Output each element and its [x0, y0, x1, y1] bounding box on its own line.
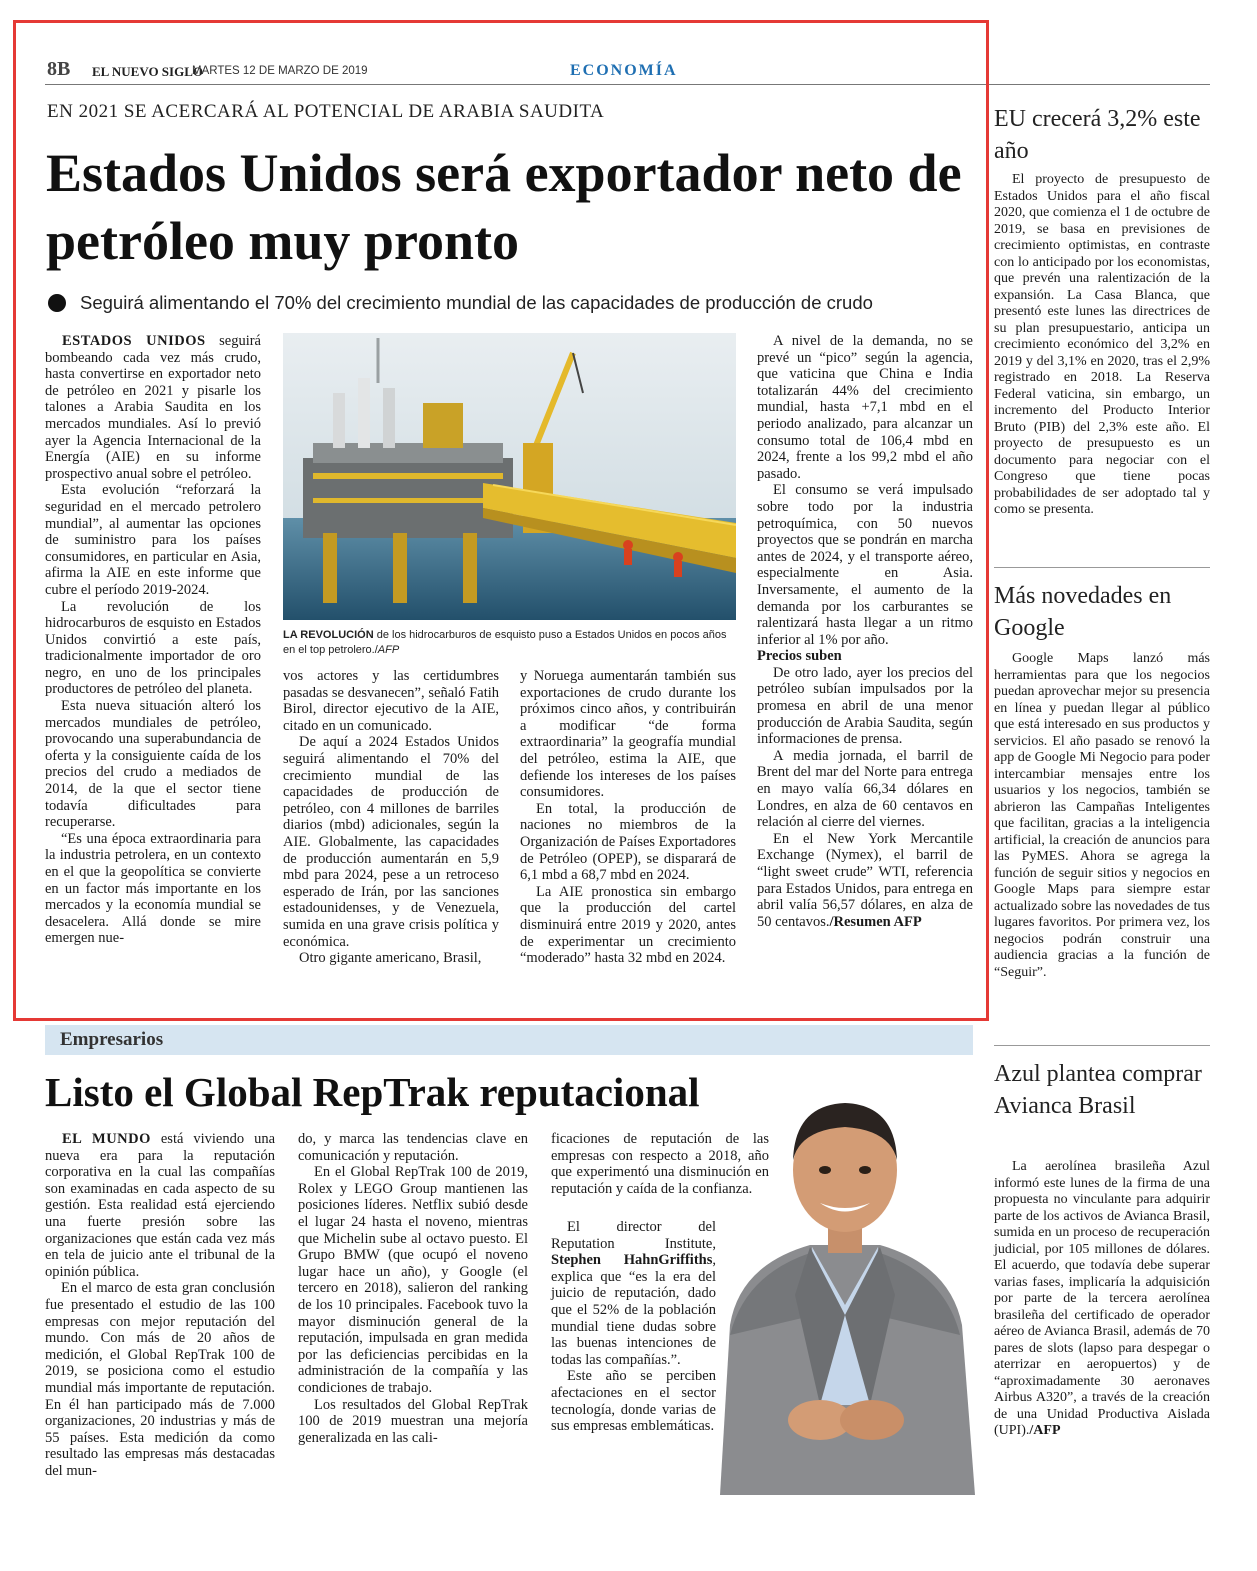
section-name: ECONOMÍA: [570, 62, 678, 79]
paragraph: A media jornada, el barril de Brent del mar del Norte para entrega en mayo valía 66,34 dólares en Londres, en alza de 60 centavos en relación al cierre del viernes.: [757, 747, 973, 831]
article-kicker: EN 2021 SE ACERCARÁ AL POTENCIAL DE ARABIA SAUDITA: [47, 101, 605, 122]
article2-column-1: [45, 1131, 275, 1479]
paragraph: [994, 1159, 1210, 1440]
portrait-illustration: [700, 1075, 990, 1495]
article-subhead: Seguirá alimentando el 70% del crecimiento mundial de las capacidades de producción de crudo: [80, 292, 873, 313]
paragraph-text: seguirá bombeando cada vez más crudo, hasta convertirse en exportador neto de petróleo en 2021 y pisarle los talones a Arabia Saudita en los mercados mundiales. Así lo previó ayer la Agencia Internacional de la Energía (AIE) en su informe prospectivo anual sobre el petróleo.: [45, 333, 261, 482]
article-signoff: /Resumen AFP: [829, 913, 922, 930]
paragraph: El consumo se verá impulsado sobre todo por la industria petroquímica, con 50 nuevos proyectos que se pondrán en marcha antes de 2024, y el transporte aéreo, especialmente en Asia. Inversamente, el aumento de la demanda por los carburantes se ralentizará hasta llegar a un ritmo inferior al 1% por año.: [757, 482, 973, 648]
sidebar-headline-1: EU crecerá 3,2% este año: [994, 106, 1201, 164]
person-name: Stephen HahnGriffiths: [551, 1252, 713, 1269]
paragraph: El proyecto de presupuesto de Estados Unidos para el año fiscal 2020, que comienza el 1 de octubre de 2019, se basa en previsiones de crecimiento optimistas, en contraste con lo anticipado por los economistas, que prevén una ralentización de la expansión. La Casa Blanca, que presentó este lunes las directrices de su plan presupuestario, anticipa un crecimiento económico del 3,2% en 2019 y del 3,1% en 2020, tras el 2,9% registrado en 2018. La Reserva Federal vaticina, sin embargo, un incremento del Producto Interior Bruto (PIB) del 2,3% este año. El proyecto de presupuesto es un documento para negociar con el Congreso que tiene pocas probabilidades de ser adoptado tal y como se presenta.: [994, 172, 1210, 517]
paragraph-text: En el New York Mercantile Exchange (Nymex), el barril de “light sweet crude” WTI, referencia para Estados Unidos, para entrega en abril valía 56,57 dólares, en alza de 50 centavos.: [757, 830, 973, 930]
paragraph: Los resultados del Global RepTrak 100 de 2019 muestran una mejoría generalizada en las cali-: [298, 1396, 528, 1446]
paragraph: vos actores y las certidumbres pasadas se desvanecen”, señaló Fatih Birol, director ejecutivo de la AIE, citado en un comunicado.: [283, 668, 499, 734]
paragraph: [551, 1219, 716, 1368]
sidebar-text-2: [994, 651, 1210, 981]
paragraph: La AIE pronostica sin embargo que la producción del cartel disminuirá entre 2019 y 2020, antes de experimentar un crecimiento “moderado” hasta 32 mbd en 2024.: [520, 883, 736, 967]
paragraph: Google Maps lanzó más herramientas para que los negocios puedan aprovechar mejor su presencia en línea y puedan llegar al público que está interesado en sus productos y servicios. El año pasado se renovó la app de Google Mi Negocio para poder intercambiar mensajes entre los usuarios y los negocios, también se abrieron las Campañas Inteligentes que facilitan, gracias a la inteligencia artificial, la creación de anuncios para las PyMES. Ahora se agrega la función de seguir sitios y negocios en Google Maps para siempre estar actualizado sobre las novedades de tus lugares favoritos. Por primera vez, los negocios podrán construir una audiencia gracias a la función de “Seguir”.: [994, 651, 1210, 980]
paragraph-text: , explica que “es la era del juicio de reputación, dado que el 52% de la población mundial tiene dudas sobre las buenas intenciones de todas las compañías.”.: [551, 1252, 716, 1368]
sidebar-text-1: [994, 172, 1210, 519]
paragraph: De otro lado, ayer los precios del petróleo subían impulsados por la promesa en abril de una menor producción de Arabia Saudita, según informaciones de prensa.: [757, 664, 973, 748]
section-subtitle: Precios suben: [757, 648, 842, 665]
paragraph: En el marco de esta gran conclusión fue presentado el estudio de las 100 empresas con mejor reputación del mundo. Con más de 20 años de medición, el Global RepTrak 100 de 2019, se posiciona como el estudio mundial más importante de reputación. En él han participado más de 7.000 organizaciones, 20 industrias y más de 55 países. Esta medición da como resultado las empresas más destacadas del mun-: [45, 1280, 275, 1479]
issue-date: MARTES 12 DE MARZO DE 2019: [192, 65, 368, 77]
paragraph: Esta evolución “reforzará la seguridad en el mercado petrolero mundial”, al aumentar las opciones de suministro para los países consumidores, en particular en Asia, afirma la AIE en este informe que cubre el período 2019-2024.: [45, 482, 261, 598]
paragraph: En el Global RepTrak 100 de 2019, Rolex y LEGO Group mantienen las posiciones líderes. Netflix subió desde el lugar 24 hasta el noveno, mientras que Michelin sube al octavo puesto. El Grupo BMW (que ocupó el noveno lugar hace un año), y Google (el tercero en 2018), salieron del ranking de los 10 principales. Facebook tuvo la mayor disminución general de la reputación, impulsada en gran medida por las deficiencias percibidas en la administración de la compañía y las condiciones de trabajo.: [298, 1164, 528, 1396]
article-headline: Estados Unidos será exportador neto de petróleo muy pronto: [46, 143, 962, 271]
paragraph: Esta nueva situación alteró los mercados mundiales de petróleo, provocando una superabundancia de oferta y la consiguiente caída de los precios del crudo a mediados de 2014, de la que el sector tiene todavía dificultades para recuperarse.: [45, 698, 261, 831]
sidebar-divider: [994, 1045, 1210, 1046]
lead-word: EL MUNDO: [62, 1131, 151, 1147]
sidebar-headline-2: Más novedades en Google: [994, 583, 1172, 641]
paragraph-text: El director del Reputation Institute,: [551, 1219, 716, 1252]
paragraph: La revolución de los hidrocarburos de esquisto en Estados Unidos convirtió a este país, tradicionalmente importador de oro negro, en uno de los principales productores de petróleo del planeta.: [45, 598, 261, 698]
paragraph-text: está viviendo una nueva era para la reputación corporativa en la cual las compañías son examinadas en cada aspecto de su gestión. Esta realidad está ejerciendo una fuerte presión sobre las organizaciones que están cada vez más en tela de juicio ante el tribunal de la opinión pública.: [45, 1131, 276, 1280]
caption-lead: LA REVOLUCIÓN: [283, 629, 374, 641]
sidebar-divider: [994, 567, 1210, 568]
caption-credit: AFP: [377, 644, 400, 656]
paragraph-text: La aerolínea brasileña Azul informó este lunes de la firma de una propuesta no vinculante para adquirir parte de los activos de Avianca Brasil, sumida en un proceso de recuperación judicial, por 105 millones de dólares. El acuerdo, que todavía debe superar varias fases, implicaría la adquisición por parte de la tercera aerolínea brasileña del certificado de operador aéreo de Avianca Brasil, además de 70 pares de slots (lapso para despegar o aterrizar en aeropuertos) y de “aproximadamente 30 aeronaves Airbus A320”, a través de la creación de una Unidad Productiva Aislada (UPI).: [994, 1159, 1210, 1438]
paragraph: A nivel de la demanda, no se prevé un “pico” según la agencia, que vaticina que China e India totalizarán 44% del crecimiento mundial, hasta +7,1 mbd en el periodo analizado, para alcanzar un consumo total de 106,4 mbd en 2024, frente a los 99,2 mbd el año pasado.: [757, 333, 973, 482]
paragraph: y Noruega aumentarán también sus exportaciones de crudo durante los próximos cinco años, y contribuirán a modificar “de forma extraordinaria” la geografía mundial del petróleo, estima la AIE, que defiende los intereses de los países consumidores.: [520, 668, 736, 801]
sidebar-text-3: [994, 1159, 1210, 1440]
paragraph: En total, la producción de naciones no miembros de la Organización de Países Exportadores de Petróleo (OPEP), se disparará de 6,1 mbd a 68,7 mbd en 2024.: [520, 800, 736, 884]
paragraph: ficaciones de reputación de las empresas con respecto a 2018, año que experimentó una disminución en reputación y caída de la confianza.: [551, 1131, 769, 1197]
page-number: 8B: [47, 58, 71, 80]
highlight-frame: [13, 20, 989, 1021]
article2-column-4: [551, 1219, 716, 1435]
sidebar-headline-3: Azul plantea comprar Avianca Brasil: [994, 1061, 1202, 1119]
paragraph: Este año se perciben afectaciones en el sector tecnología, donde varias de sus empresas emblemáticas.: [551, 1368, 716, 1435]
paragraph: Otro gigante americano, Brasil,: [299, 950, 482, 967]
paragraph: De aquí a 2024 Estados Unidos seguirá alimentando el 70% del crecimiento mundial de las capacidades de producción de petróleo, con 4 millones de barriles diarios (mbd) adicionales, según la AIE. Globalmente, las capacidades de producción aumentarán en 5,9 mbd para 2024, pese a un retroceso esperado de Irán, por las sanciones estadounidenses, y de Venezuela, sumida en una grave crisis política y económica.: [283, 734, 499, 950]
section-band-label: Empresarios: [60, 1029, 164, 1050]
paragraph: [45, 1131, 275, 1280]
section-band: [45, 1025, 973, 1055]
article2-column-2: [298, 1131, 528, 1446]
masthead: EL NUEVO SIGLO: [92, 64, 203, 79]
lead-word: ESTADOS UNIDOS: [62, 333, 206, 349]
paragraph: do, y marca las tendencias clave en comunicación y reputación.: [298, 1131, 528, 1164]
executive-portrait: [700, 1075, 990, 1495]
article-headline-2: Listo el Global RepTrak reputacional: [45, 1069, 700, 1115]
sidebar-signoff: /AFP: [1029, 1423, 1061, 1438]
caption-text: de los hidrocarburos de esquisto puso a Estados Unidos en pocos años en el top petrolero./: [283, 629, 727, 656]
paragraph: “Es una época extraordinaria para la industria petrolera, en un contexto en el que la geopolítica se convierte en un factor más importante en los mercados y la economía mundial se desacelera. Allá donde se mire emergen nue-: [45, 830, 261, 947]
